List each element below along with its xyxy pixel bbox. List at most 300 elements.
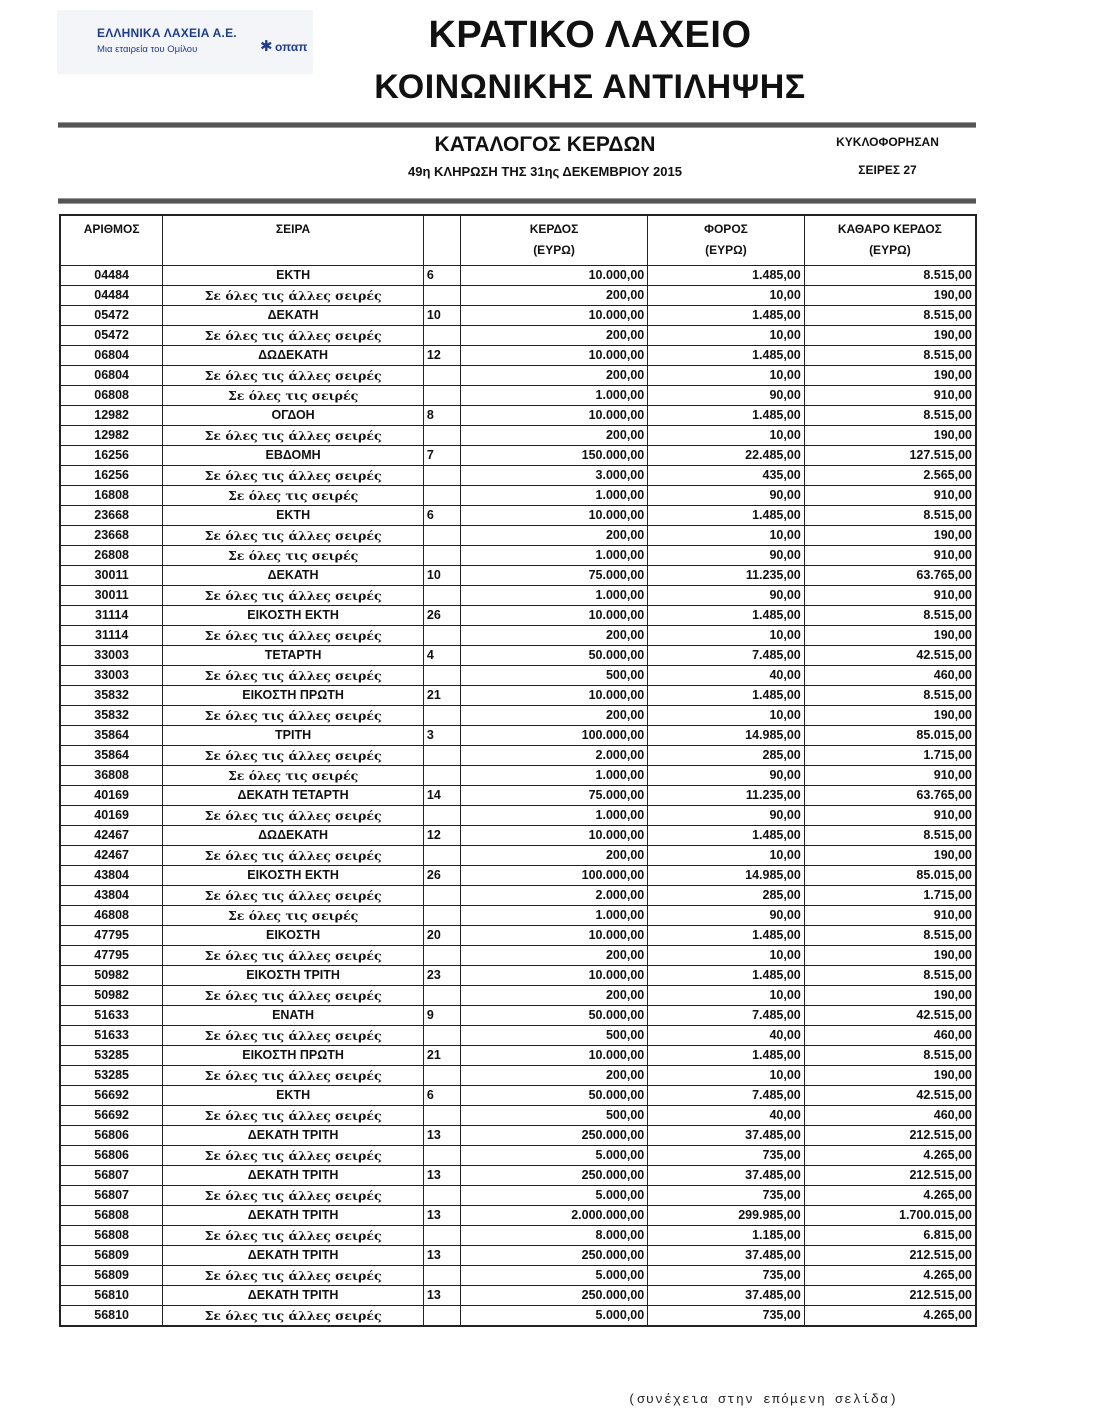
cell-tax: 14.985,00 bbox=[648, 725, 805, 745]
cell-series: ΔΕΚΑΤΗ ΤΡΙΤΗ bbox=[163, 1125, 424, 1145]
cell-series: Σε όλες τις σειρές bbox=[163, 485, 424, 505]
cell-prize: 200,00 bbox=[460, 285, 647, 305]
cell-number: 50982 bbox=[60, 965, 163, 985]
cell-number: 35832 bbox=[60, 685, 163, 705]
cell-series-no: 9 bbox=[423, 1005, 460, 1025]
cell-number: 43804 bbox=[60, 885, 163, 905]
cell-series: Σε όλες τις άλλες σειρές bbox=[163, 805, 424, 825]
cell-number: 40169 bbox=[60, 805, 163, 825]
cell-tax: 10,00 bbox=[648, 325, 805, 345]
table-row bbox=[60, 805, 976, 825]
cell-number: 47795 bbox=[60, 925, 163, 945]
table-row bbox=[60, 865, 976, 885]
cell-tax: 1.485,00 bbox=[648, 505, 805, 525]
cell-net: 8.515,00 bbox=[804, 605, 976, 625]
cell-series-no bbox=[423, 425, 460, 445]
cell-prize: 200,00 bbox=[460, 365, 647, 385]
table-row bbox=[60, 645, 976, 665]
cell-series: Σε όλες τις άλλες σειρές bbox=[163, 1185, 424, 1205]
cell-prize: 200,00 bbox=[460, 325, 647, 345]
cell-series-no bbox=[423, 845, 460, 865]
cell-net: 2.565,00 bbox=[804, 465, 976, 485]
table-row bbox=[60, 605, 976, 625]
cell-prize: 10.000,00 bbox=[460, 505, 647, 525]
cell-prize: 5.000,00 bbox=[460, 1305, 647, 1326]
cell-tax: 10,00 bbox=[648, 945, 805, 965]
cell-net: 85.015,00 bbox=[804, 865, 976, 885]
cell-series-no: 13 bbox=[423, 1205, 460, 1225]
table-row bbox=[60, 465, 976, 485]
cell-series: Σε όλες τις άλλες σειρές bbox=[163, 425, 424, 445]
cell-prize: 200,00 bbox=[460, 945, 647, 965]
cell-net: 8.515,00 bbox=[804, 825, 976, 845]
cell-prize: 75.000,00 bbox=[460, 565, 647, 585]
cell-net: 4.265,00 bbox=[804, 1265, 976, 1285]
table-row bbox=[60, 1305, 976, 1326]
cell-series: ΔΕΚΑΤΗ ΤΡΙΤΗ bbox=[163, 1205, 424, 1225]
cell-series: ΔΕΚΑΤΗ ΤΡΙΤΗ bbox=[163, 1285, 424, 1305]
table-row bbox=[60, 825, 976, 845]
table-row bbox=[60, 325, 976, 345]
table-row bbox=[60, 1025, 976, 1045]
cell-series-no bbox=[423, 365, 460, 385]
cell-number: 23668 bbox=[60, 525, 163, 545]
cell-prize: 10.000,00 bbox=[460, 685, 647, 705]
cell-prize: 10.000,00 bbox=[460, 305, 647, 325]
cell-net: 460,00 bbox=[804, 1025, 976, 1045]
cell-net: 910,00 bbox=[804, 585, 976, 605]
cell-prize: 10.000,00 bbox=[460, 605, 647, 625]
cell-series: Σε όλες τις άλλες σειρές bbox=[163, 1265, 424, 1285]
cell-series: Σε όλες τις άλλες σειρές bbox=[163, 885, 424, 905]
cell-tax: 735,00 bbox=[648, 1265, 805, 1285]
table-row bbox=[60, 425, 976, 445]
cell-series-no: 13 bbox=[423, 1245, 460, 1265]
cell-net: 42.515,00 bbox=[804, 1085, 976, 1105]
cell-tax: 10,00 bbox=[648, 285, 805, 305]
cell-series-no bbox=[423, 465, 460, 485]
table-row bbox=[60, 1245, 976, 1265]
cell-series-no: 13 bbox=[423, 1125, 460, 1145]
cell-tax: 1.485,00 bbox=[648, 265, 805, 285]
cell-prize: 500,00 bbox=[460, 1105, 647, 1125]
cell-prize: 10.000,00 bbox=[460, 925, 647, 945]
cell-prize: 250.000,00 bbox=[460, 1125, 647, 1145]
cell-series: ΕΙΚΟΣΤΗ bbox=[163, 925, 424, 945]
cell-net: 910,00 bbox=[804, 765, 976, 785]
cell-series-no bbox=[423, 745, 460, 765]
table-row bbox=[60, 1125, 976, 1145]
cell-net: 4.265,00 bbox=[804, 1185, 976, 1205]
cell-series-no bbox=[423, 665, 460, 685]
column-header-tax bbox=[648, 215, 805, 265]
cell-series: ΔΕΚΑΤΗ bbox=[163, 565, 424, 585]
series-count: ΣΕΙΡΕΣ 27 bbox=[858, 163, 917, 177]
cell-series-no bbox=[423, 1025, 460, 1045]
cell-series: ΤΕΤΑΡΤΗ bbox=[163, 645, 424, 665]
cell-series-no: 10 bbox=[423, 565, 460, 585]
table-row bbox=[60, 745, 976, 765]
cell-net: 42.515,00 bbox=[804, 1005, 976, 1025]
cell-prize: 5.000,00 bbox=[460, 1265, 647, 1285]
divider-bottom bbox=[58, 198, 976, 204]
cell-series-no bbox=[423, 585, 460, 605]
cell-prize: 75.000,00 bbox=[460, 785, 647, 805]
cell-number: 43804 bbox=[60, 865, 163, 885]
table-row bbox=[60, 1265, 976, 1285]
cell-number: 04484 bbox=[60, 265, 163, 285]
cell-tax: 10,00 bbox=[648, 365, 805, 385]
cell-series: ΕΙΚΟΣΤΗ ΠΡΩΤΗ bbox=[163, 685, 424, 705]
cell-net: 8.515,00 bbox=[804, 405, 976, 425]
cell-series-no bbox=[423, 1305, 460, 1326]
cell-tax: 90,00 bbox=[648, 585, 805, 605]
cell-prize: 250.000,00 bbox=[460, 1245, 647, 1265]
cell-number: 47795 bbox=[60, 945, 163, 965]
table-row bbox=[60, 345, 976, 365]
cell-number: 56806 bbox=[60, 1145, 163, 1165]
cell-net: 1.715,00 bbox=[804, 885, 976, 905]
cell-number: 16808 bbox=[60, 485, 163, 505]
cell-number: 56810 bbox=[60, 1305, 163, 1326]
table-row bbox=[60, 1165, 976, 1185]
cell-series: ΕΚΤΗ bbox=[163, 505, 424, 525]
cell-prize: 100.000,00 bbox=[460, 725, 647, 745]
cell-prize: 10.000,00 bbox=[460, 265, 647, 285]
cell-tax: 1.485,00 bbox=[648, 685, 805, 705]
cell-tax: 37.485,00 bbox=[648, 1125, 805, 1145]
cell-net: 190,00 bbox=[804, 365, 976, 385]
cell-series: ΔΕΚΑΤΗ ΤΕΤΑΡΤΗ bbox=[163, 785, 424, 805]
logo-group-name: οπαπ bbox=[275, 40, 308, 54]
logo-brand-text: ΕΛΛΗΝΙΚΑ ΛΑΧΕΙΑ Α.Ε. bbox=[97, 26, 237, 40]
cell-tax: 1.485,00 bbox=[648, 605, 805, 625]
cell-number: 16256 bbox=[60, 445, 163, 465]
cell-prize: 1.000,00 bbox=[460, 905, 647, 925]
cell-prize: 1.000,00 bbox=[460, 585, 647, 605]
cell-prize: 2.000.000,00 bbox=[460, 1205, 647, 1225]
cell-tax: 40,00 bbox=[648, 1025, 805, 1045]
cell-net: 190,00 bbox=[804, 285, 976, 305]
cell-prize: 5.000,00 bbox=[460, 1145, 647, 1165]
cell-net: 190,00 bbox=[804, 525, 976, 545]
cell-series-no: 26 bbox=[423, 865, 460, 885]
cell-tax: 735,00 bbox=[648, 1145, 805, 1165]
cell-tax: 735,00 bbox=[648, 1185, 805, 1205]
cell-series-no: 6 bbox=[423, 265, 460, 285]
cell-number: 56806 bbox=[60, 1125, 163, 1145]
continued-note: (συνέχεια στην επόμενη σελίδα) bbox=[628, 1392, 899, 1407]
cell-series-no: 6 bbox=[423, 505, 460, 525]
cell-tax: 90,00 bbox=[648, 385, 805, 405]
column-header-prize bbox=[460, 215, 647, 265]
table-row bbox=[60, 505, 976, 525]
table-row bbox=[60, 1005, 976, 1025]
cell-net: 8.515,00 bbox=[804, 345, 976, 365]
table-row bbox=[60, 845, 976, 865]
cell-number: 56809 bbox=[60, 1245, 163, 1265]
cell-net: 8.515,00 bbox=[804, 965, 976, 985]
cell-series: Σε όλες τις άλλες σειρές bbox=[163, 1305, 424, 1326]
cell-number: 56809 bbox=[60, 1265, 163, 1285]
cell-tax: 10,00 bbox=[648, 1065, 805, 1085]
table-row bbox=[60, 1205, 976, 1225]
cell-series-no bbox=[423, 1225, 460, 1245]
cell-series: Σε όλες τις άλλες σειρές bbox=[163, 325, 424, 345]
cell-prize: 1.000,00 bbox=[460, 485, 647, 505]
cell-net: 190,00 bbox=[804, 705, 976, 725]
cell-net: 460,00 bbox=[804, 1105, 976, 1125]
cell-number: 35864 bbox=[60, 725, 163, 745]
table-row bbox=[60, 1045, 976, 1065]
cell-tax: 285,00 bbox=[648, 885, 805, 905]
cell-number: 06808 bbox=[60, 385, 163, 405]
table-row bbox=[60, 1185, 976, 1205]
cell-number: 53285 bbox=[60, 1065, 163, 1085]
cell-net: 8.515,00 bbox=[804, 505, 976, 525]
cell-prize: 500,00 bbox=[460, 1025, 647, 1045]
cell-series-no: 23 bbox=[423, 965, 460, 985]
cell-series-no: 13 bbox=[423, 1285, 460, 1305]
header-label: ΑΡΙΘΜΟΣ bbox=[83, 222, 140, 236]
cell-series: ΔΕΚΑΤΗ ΤΡΙΤΗ bbox=[163, 1245, 424, 1265]
cell-series: ΔΩΔΕΚΑΤΗ bbox=[163, 345, 424, 365]
cell-number: 42467 bbox=[60, 845, 163, 865]
cell-number: 56808 bbox=[60, 1225, 163, 1245]
cell-number: 56692 bbox=[60, 1105, 163, 1125]
cell-series-no bbox=[423, 1145, 460, 1165]
table-header-row bbox=[60, 215, 976, 265]
cell-series: Σε όλες τις άλλες σειρές bbox=[163, 665, 424, 685]
cell-tax: 90,00 bbox=[648, 545, 805, 565]
cell-number: 36808 bbox=[60, 765, 163, 785]
cell-number: 51633 bbox=[60, 1005, 163, 1025]
cell-prize: 200,00 bbox=[460, 1065, 647, 1085]
cell-prize: 1.000,00 bbox=[460, 385, 647, 405]
cell-tax: 1.485,00 bbox=[648, 305, 805, 325]
cell-prize: 1.000,00 bbox=[460, 805, 647, 825]
header-label: ΚΕΡΔΟΣ bbox=[529, 222, 579, 236]
cell-series-no: 8 bbox=[423, 405, 460, 425]
cell-prize: 100.000,00 bbox=[460, 865, 647, 885]
cell-net: 190,00 bbox=[804, 325, 976, 345]
cell-series: ΕΒΔΟΜΗ bbox=[163, 445, 424, 465]
table-row bbox=[60, 565, 976, 585]
header-unit: (ΕΥΡΩ) bbox=[869, 243, 911, 257]
table-row bbox=[60, 365, 976, 385]
cell-series-no bbox=[423, 905, 460, 925]
table-row bbox=[60, 885, 976, 905]
cell-net: 212.515,00 bbox=[804, 1125, 976, 1145]
column-header-series bbox=[163, 215, 424, 265]
cell-tax: 10,00 bbox=[648, 625, 805, 645]
page-subtitle: ΚΟΙΝΩΝΙΚΗΣ ΑΝΤΙΛΗΨΗΣ bbox=[374, 68, 806, 106]
table-row bbox=[60, 905, 976, 925]
cell-net: 127.515,00 bbox=[804, 445, 976, 465]
cell-series: ΟΓΔΟΗ bbox=[163, 405, 424, 425]
cell-series: Σε όλες τις σειρές bbox=[163, 385, 424, 405]
table-row bbox=[60, 265, 976, 285]
cell-number: 40169 bbox=[60, 785, 163, 805]
cell-series-no: 7 bbox=[423, 445, 460, 465]
cell-number: 53285 bbox=[60, 1045, 163, 1065]
cell-net: 190,00 bbox=[804, 845, 976, 865]
cell-number: 05472 bbox=[60, 305, 163, 325]
cell-series: Σε όλες τις άλλες σειρές bbox=[163, 1105, 424, 1125]
table-row bbox=[60, 285, 976, 305]
cell-series-no bbox=[423, 945, 460, 965]
cell-series-no: 3 bbox=[423, 725, 460, 745]
cell-series: ΔΩΔΕΚΑΤΗ bbox=[163, 825, 424, 845]
cell-series-no bbox=[423, 325, 460, 345]
cell-tax: 10,00 bbox=[648, 425, 805, 445]
cell-net: 85.015,00 bbox=[804, 725, 976, 745]
cell-prize: 200,00 bbox=[460, 845, 647, 865]
cell-prize: 10.000,00 bbox=[460, 1045, 647, 1065]
cell-series: Σε όλες τις άλλες σειρές bbox=[163, 525, 424, 545]
cell-prize: 150.000,00 bbox=[460, 445, 647, 465]
cell-number: 05472 bbox=[60, 325, 163, 345]
cell-series-no bbox=[423, 885, 460, 905]
cell-series-no bbox=[423, 625, 460, 645]
cell-series: ΕΙΚΟΣΤΗ ΠΡΩΤΗ bbox=[163, 1045, 424, 1065]
cell-series-no: 10 bbox=[423, 305, 460, 325]
cell-number: 12982 bbox=[60, 425, 163, 445]
cell-net: 8.515,00 bbox=[804, 1045, 976, 1065]
cell-series-no bbox=[423, 1185, 460, 1205]
catalog-title: ΚΑΤΑΛΟΓΟΣ ΚΕΡΔΩΝ bbox=[434, 133, 656, 156]
cell-net: 190,00 bbox=[804, 625, 976, 645]
cell-series: Σε όλες τις άλλες σειρές bbox=[163, 745, 424, 765]
cell-series-no bbox=[423, 485, 460, 505]
logo-subtitle: Μια εταιρεία του Ομίλου bbox=[97, 44, 198, 55]
cell-net: 6.815,00 bbox=[804, 1225, 976, 1245]
cell-net: 910,00 bbox=[804, 805, 976, 825]
cell-prize: 2.000,00 bbox=[460, 745, 647, 765]
cell-series: Σε όλες τις άλλες σειρές bbox=[163, 625, 424, 645]
cell-series-no: 13 bbox=[423, 1165, 460, 1185]
table-row bbox=[60, 765, 976, 785]
cell-number: 16256 bbox=[60, 465, 163, 485]
cell-number: 23668 bbox=[60, 505, 163, 525]
header-label: ΚΑΘΑΡΟ ΚΕΡΔΟΣ bbox=[837, 222, 942, 236]
cell-series: Σε όλες τις σειρές bbox=[163, 545, 424, 565]
cell-series: Σε όλες τις άλλες σειρές bbox=[163, 705, 424, 725]
cell-series: ΕΙΚΟΣΤΗ ΕΚΤΗ bbox=[163, 865, 424, 885]
cell-prize: 200,00 bbox=[460, 525, 647, 545]
cell-net: 190,00 bbox=[804, 945, 976, 965]
cell-prize: 200,00 bbox=[460, 705, 647, 725]
header-label: ΣΕΙΡΑ bbox=[275, 222, 311, 236]
page-title: ΚΡΑΤΙΚΟ ΛΑΧΕΙΟ bbox=[428, 14, 752, 56]
table-row bbox=[60, 385, 976, 405]
cell-tax: 90,00 bbox=[648, 905, 805, 925]
table-row bbox=[60, 685, 976, 705]
cell-series-no bbox=[423, 1265, 460, 1285]
table-row bbox=[60, 405, 976, 425]
cell-prize: 50.000,00 bbox=[460, 645, 647, 665]
cell-series: ΕΙΚΟΣΤΗ ΤΡΙΤΗ bbox=[163, 965, 424, 985]
cell-series: Σε όλες τις σειρές bbox=[163, 905, 424, 925]
company-logo bbox=[57, 10, 313, 74]
cell-series: Σε όλες τις άλλες σειρές bbox=[163, 985, 424, 1005]
cell-series-no bbox=[423, 285, 460, 305]
table-row bbox=[60, 1065, 976, 1085]
cell-net: 1.715,00 bbox=[804, 745, 976, 765]
cell-series-no bbox=[423, 1065, 460, 1085]
cell-series: Σε όλες τις άλλες σειρές bbox=[163, 1065, 424, 1085]
cell-series-no: 12 bbox=[423, 345, 460, 365]
cell-net: 4.265,00 bbox=[804, 1305, 976, 1326]
cell-net: 4.265,00 bbox=[804, 1145, 976, 1165]
cell-net: 212.515,00 bbox=[804, 1285, 976, 1305]
cell-net: 1.700.015,00 bbox=[804, 1205, 976, 1225]
cell-series: Σε όλες τις άλλες σειρές bbox=[163, 1025, 424, 1045]
cell-number: 12982 bbox=[60, 405, 163, 425]
cell-prize: 3.000,00 bbox=[460, 465, 647, 485]
cell-series: Σε όλες τις άλλες σειρές bbox=[163, 585, 424, 605]
cell-tax: 7.485,00 bbox=[648, 1085, 805, 1105]
cell-number: 51633 bbox=[60, 1025, 163, 1045]
cell-series: Σε όλες τις άλλες σειρές bbox=[163, 1225, 424, 1245]
cell-prize: 10.000,00 bbox=[460, 405, 647, 425]
cell-net: 460,00 bbox=[804, 665, 976, 685]
cell-prize: 200,00 bbox=[460, 425, 647, 445]
cell-series: ΔΕΚΑΤΗ ΤΡΙΤΗ bbox=[163, 1165, 424, 1185]
cell-prize: 10.000,00 bbox=[460, 825, 647, 845]
cell-net: 190,00 bbox=[804, 1065, 976, 1085]
cell-number: 50982 bbox=[60, 985, 163, 1005]
cell-prize: 2.000,00 bbox=[460, 885, 647, 905]
table-row bbox=[60, 305, 976, 325]
table-row bbox=[60, 965, 976, 985]
star-icon: ✱ bbox=[260, 38, 273, 55]
table-row bbox=[60, 985, 976, 1005]
cell-prize: 200,00 bbox=[460, 625, 647, 645]
table-body bbox=[60, 265, 976, 1326]
cell-series-no bbox=[423, 1105, 460, 1125]
cell-series-no: 14 bbox=[423, 785, 460, 805]
prize-table bbox=[59, 214, 977, 1327]
cell-series-no bbox=[423, 385, 460, 405]
cell-number: 35864 bbox=[60, 745, 163, 765]
cell-series: Σε όλες τις άλλες σειρές bbox=[163, 1145, 424, 1165]
cell-tax: 1.485,00 bbox=[648, 925, 805, 945]
table-row bbox=[60, 1105, 976, 1125]
table-row bbox=[60, 545, 976, 565]
cell-tax: 11.235,00 bbox=[648, 565, 805, 585]
cell-series: Σε όλες τις άλλες σειρές bbox=[163, 285, 424, 305]
cell-number: 06804 bbox=[60, 345, 163, 365]
cell-net: 8.515,00 bbox=[804, 925, 976, 945]
cell-net: 63.765,00 bbox=[804, 565, 976, 585]
table-row bbox=[60, 1225, 976, 1245]
circulated-label: ΚΥΚΛΟΦΟΡΗΣΑΝ bbox=[836, 135, 939, 149]
cell-prize: 50.000,00 bbox=[460, 1005, 647, 1025]
cell-prize: 10.000,00 bbox=[460, 965, 647, 985]
table-row bbox=[60, 1285, 976, 1305]
cell-tax: 37.485,00 bbox=[648, 1245, 805, 1265]
cell-series-no: 21 bbox=[423, 1045, 460, 1065]
header-label: ΦΟΡΟΣ bbox=[704, 222, 748, 236]
table-row bbox=[60, 665, 976, 685]
header-unit: (ΕΥΡΩ) bbox=[705, 243, 747, 257]
cell-net: 42.515,00 bbox=[804, 645, 976, 665]
table-row bbox=[60, 705, 976, 725]
cell-series-no: 26 bbox=[423, 605, 460, 625]
cell-series: ΕΙΚΟΣΤΗ ΕΚΤΗ bbox=[163, 605, 424, 625]
cell-prize: 250.000,00 bbox=[460, 1165, 647, 1185]
